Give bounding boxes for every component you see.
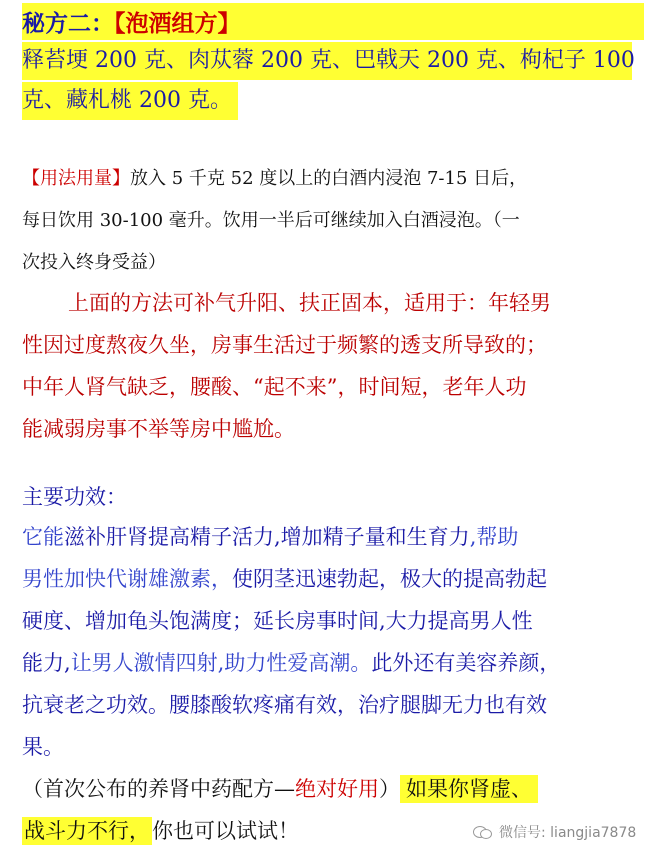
footer-close: ） [379,777,400,801]
footer-open: （首次公布的养肾中药配方— [22,777,295,801]
wechat-watermark [473,822,636,842]
usage-line-1-text: 放入 5 千克 52 度以上的白酒内浸泡 7-15 日后， [130,168,528,189]
effects-line-4c: 助力性爱高潮。 [224,651,372,675]
effects-line-2b: 使阴茎迅速勃起，极大的提高勃起 [232,567,547,591]
effects-line-4d: 此外还有美容养颜， [371,651,561,675]
usage-tag: 【用法用量】 [22,168,130,189]
footer-highlight-2: 战斗力不行， [24,819,150,843]
usage-line-1 [22,162,527,196]
wechat-icon [473,824,493,840]
effects-line-4b: 让男人激情四射, [70,651,225,675]
usage-line-2: 每日饮用 30-100 毫升。饮用一半后可继续加入白酒浸泡。（一 [22,210,520,231]
effects-line-5: 抗衰老之功效。腰膝酸软疼痛有效，治疗腿脚无力也有效 [22,693,547,717]
effects-line-2 [22,562,547,596]
recipe-title [22,3,644,40]
effects-line-6: 果。 [22,735,64,759]
recipe-title-prefix: 秘方二： [22,10,114,37]
effects-line-4 [22,646,560,680]
effects-line-1b: 滋补肝肾提高精子活力,增加精子量和生育力 [64,525,470,549]
benefit-line-4: 能减弱房事不举等房中尴尬。 [22,417,295,441]
effects-line-1a: 它能 [22,525,64,549]
footer-red: 绝对好用 [295,777,379,801]
watermark-text: 微信号: liangjia7878 [499,825,637,841]
effects-line-4a: 能力, [22,651,71,675]
benefit-line-2: 性因过度熬夜久坐，房事生活过于频繁的透支所导致的； [22,333,547,357]
footer-line-1 [22,772,538,806]
effects-line-1 [22,520,518,554]
usage-line-3: 次投入终身受益） [22,252,166,273]
effects-heading: 主要功效： [22,485,127,509]
effects-line-1c: ,帮助 [469,525,519,549]
benefit-line-1: 上面的方法可补气升阳、扶正固本，适用于：年轻男 [68,291,551,315]
effects-line-3: 硬度、增加龟头饱满度；延长房事时间,大力提高男人性 [22,609,533,633]
effects-line-2a: 男性加快代谢雄激素， [22,567,232,591]
recipe-title-bracket: 【泡酒组方】 [114,10,241,37]
footer-line-2 [22,814,299,848]
formula-line-1: 释苔埂 200 克、肉苁蓉 200 克、巴戟天 200 克、枸杞子 100 [22,42,632,80]
benefit-line-3: 中年人肾气缺乏，腰酸、“起不来”，时间短，老年人功 [22,375,527,399]
formula-line-2: 克、藏札桃 200 克。 [22,82,238,120]
footer-tail: 你也可以试试！ [152,819,299,843]
footer-highlight-1: 如果你肾虚、 [400,775,538,803]
